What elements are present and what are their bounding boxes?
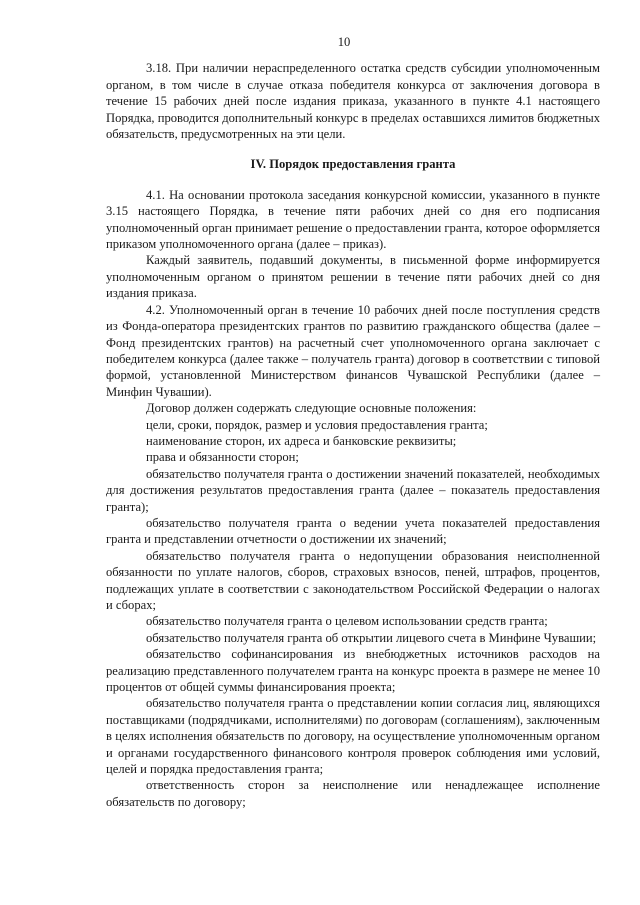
- list-item: обязательство получателя гранта о представлении копии согласия лиц, являющихся поставщиками (подрядчиками, исполнителями) по договорам (соглашениям), заключенным в целях исполнения обязательств по договору, на осуществление уполномоченным органом и органами государственного финансового контроля проверок соблюдения ими условий, целей и порядка предоставления гранта;: [106, 696, 600, 777]
- list-item: цели, сроки, порядок, размер и условия предоставления гранта;: [146, 417, 488, 432]
- list-item: обязательство получателя гранта о целевом использовании средств гранта;: [146, 614, 548, 629]
- paragraph-3-18: 3.18. При наличии нераспределенного остатка средств субсидии уполномоченным органом, в том числе в случае отказа победителя конкурса от заключения договора в течение 15 рабочих дней после издания приказа, указанного в пункте 4.1 настоящего Порядка, проводится дополнительный конкурс в пределах оставшихся лимитов бюджетных обязательств, предусмотренных на эти цели.: [106, 61, 600, 142]
- section-body: [106, 187, 600, 810]
- list-item: обязательство софинансирования из внебюджетных источников расходов на реализацию представленного получателем гранта на конкурс проекта в размере не менее 10 процентов от общей суммы финансирования проекта;: [106, 647, 600, 695]
- paragraph: 4.1. На основании протокола заседания конкурсной комиссии, указанного в пункте 3.15 настоящего Порядка, в течение пяти рабочих дней со дня его подписания уполномоченный орган принимает решение о предоставлении гранта, которое оформляется приказом уполномоченного органа (далее – приказ).: [106, 187, 600, 252]
- list-item: обязательство получателя гранта о достижении значений показателей, необходимых для достижения результатов предоставления гранта (далее – показатель предоставления гранта);: [106, 466, 600, 514]
- list-item: права и обязанности сторон;: [146, 450, 299, 465]
- page-number: 10: [337, 35, 351, 49]
- paragraph: Договор должен содержать следующие основные положения:: [146, 401, 477, 416]
- list-item: обязательство получателя гранта о недопущении образования неисполненной обязанности по уплате налогов, сборов, страховых взносов, пеней, штрафов, процентов, подлежащих уплате в соответствии с законодательством Российской Федерации о налогах и сборах;: [106, 548, 600, 612]
- list-item: обязательство получателя гранта об открытии лицевого счета в Минфине Чувашии;: [146, 630, 597, 645]
- paragraph: 4.2. Уполномоченный орган в течение 10 рабочих дней после поступления средств из Фонда-оператора президентских грантов по развитию гражданского общества (далее – Фонд президентских грантов) на расчетный счет уполномоченного органа заключает с победителем конкурса (далее также – получатель гранта) договор в соответствии с типовой формой, установленной Министерством финансов Чувашской Республики (далее – Минфин Чувашии).: [106, 302, 600, 399]
- list-item: обязательство получателя гранта о ведении учета показателей предоставления гранта и представлении отчетности о достижении их значений;: [106, 515, 600, 547]
- section-heading: IV. Порядок предоставления гранта: [250, 157, 456, 172]
- list-item: наименование сторон, их адреса и банковские реквизиты;: [146, 433, 457, 448]
- list-item: ответственность сторон за неисполнение или ненадлежащее исполнение обязательств по договору;: [106, 778, 600, 809]
- paragraph: Каждый заявитель, подавший документы, в письменной форме информируется уполномоченным органом о принятом решении в течение пяти рабочих дней со дня издания приказа.: [106, 253, 600, 301]
